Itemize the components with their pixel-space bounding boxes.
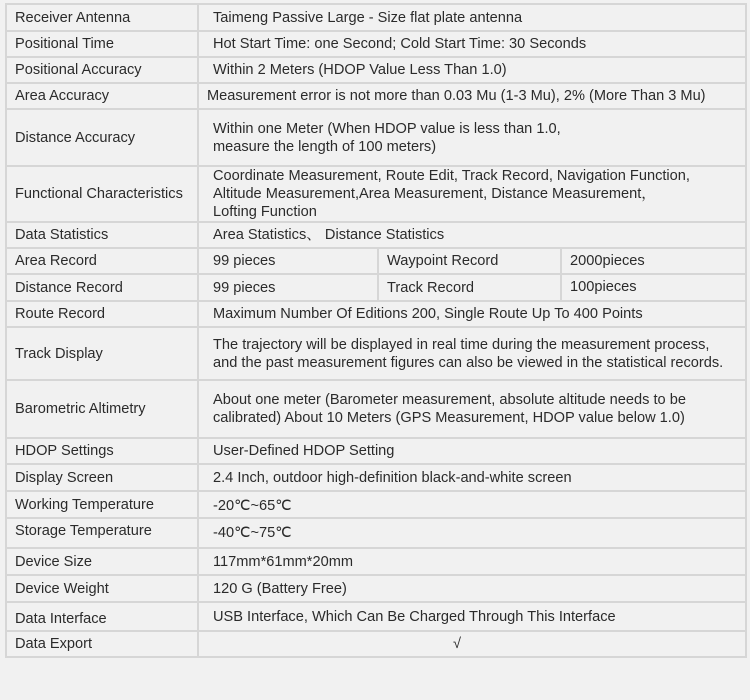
spec-label: Area Accuracy [6,83,198,109]
spec-value: User-Defined HDOP Setting [198,438,746,464]
specifications-table [5,3,747,658]
spec-label: Distance Accuracy [6,109,198,166]
spec-value [198,380,746,438]
spec-row-hdop-settings [6,438,746,464]
spec-value-line: Altitude Measurement,Area Measurement, Distance Measurement， [213,186,656,202]
spec-row-data-export [6,631,746,657]
spec-row-device-weight [6,575,746,602]
spec-value: Within 2 Meters (HDOP Value Less Than 1.0) [198,57,746,83]
spec-value: Measurement error is not more than 0.03 Mu (1-3 Mu), 2% (More Than 3 Mu) [198,83,746,109]
spec-label: Data Statistics [6,222,198,248]
spec-label: Functional Characteristics [6,166,198,222]
spec-label: Barometric Altimetry [6,380,198,438]
spec-label: Device Weight [6,575,198,602]
spec-label: HDOP Settings [6,438,198,464]
spec-row-barometric-altimetry [6,380,746,438]
check-mark-icon: √ [198,631,746,657]
spec-value: USB Interface, Which Can Be Charged Through This Interface [198,602,746,631]
spec-value-line: The trajectory will be displayed in real time during the measurement process, [213,337,710,353]
spec-value: 117mm*61mm*20mm [198,548,746,575]
spec-value: Taimeng Passive Large - Size flat plate antenna [198,4,746,31]
spec-row-display-screen [6,464,746,491]
spec-value: 2.4 Inch, outdoor high-definition black-and-white screen [198,464,746,491]
spec-value-line: Lofting Function [213,204,317,220]
spec-value: Area Statistics、 Distance Statistics [198,222,746,248]
spec-row-storage-temperature [6,518,746,548]
spec-value: -20℃~65℃ [198,491,746,518]
spec-label: Display Screen [6,464,198,491]
spec-row-data-interface [6,602,746,631]
spec-label: Receiver Antenna [6,4,198,31]
spec-value: Hot Start Time: one Second; Cold Start Time: 30 Seconds [198,31,746,57]
spec-value-line: and the past measurement figures can also be viewed in the statistical records. [213,355,724,371]
spec-sub-value: 2000pieces [561,248,746,274]
spec-value [198,109,746,166]
spec-value: 99 pieces [198,274,378,301]
spec-label: Route Record [6,301,198,327]
spec-value-line: Coordinate Measurement, Route Edit, Track Record, Navigation Function, [213,168,690,184]
spec-value [198,327,746,380]
spec-row-data-statistics [6,222,746,248]
spec-value-line: About one meter (Barometer measurement, absolute altitude needs to be [213,392,686,408]
spec-label: Distance Record [6,274,198,301]
spec-label: Device Size [6,548,198,575]
spec-value: 120 G (Battery Free) [198,575,746,602]
spec-value: -40℃~75℃ [198,518,746,548]
spec-value [198,166,746,222]
spec-row-distance-record [6,274,746,301]
spec-label: Track Display [6,327,198,380]
spec-value-line: Within one Meter (When HDOP value is less than 1.0, [213,120,561,137]
spec-value: 99 pieces [198,248,378,274]
spec-row-area-accuracy [6,83,746,109]
spec-row-functional-characteristics [6,166,746,222]
spec-row-receiver-antenna [6,4,746,31]
spec-row-positional-time [6,31,746,57]
spec-label: Positional Accuracy [6,57,198,83]
spec-label: Data Interface [6,602,198,631]
spec-label: Area Record [6,248,198,274]
spec-label: Working Temperature [6,491,198,518]
spec-label: Positional Time [6,31,198,57]
spec-value: Maximum Number Of Editions 200, Single Route Up To 400 Points [198,301,746,327]
spec-sub-value: 100pieces [561,274,746,301]
spec-sub-label: Track Record [378,274,561,301]
spec-value-line: calibrated) About 10 Meters (GPS Measurement, HDOP value below 1.0) [213,410,685,426]
spec-row-route-record [6,301,746,327]
spec-value-line: measure the length of 100 meters) [213,138,437,155]
spec-sub-label: Waypoint Record [378,248,561,274]
spec-row-distance-accuracy [6,109,746,166]
spec-row-track-display [6,327,746,380]
spec-row-device-size [6,548,746,575]
spec-row-area-record [6,248,746,274]
spec-row-positional-accuracy [6,57,746,83]
spec-row-working-temperature [6,491,746,518]
spec-label: Storage Temperature [6,518,198,548]
spec-label: Data Export [6,631,198,657]
